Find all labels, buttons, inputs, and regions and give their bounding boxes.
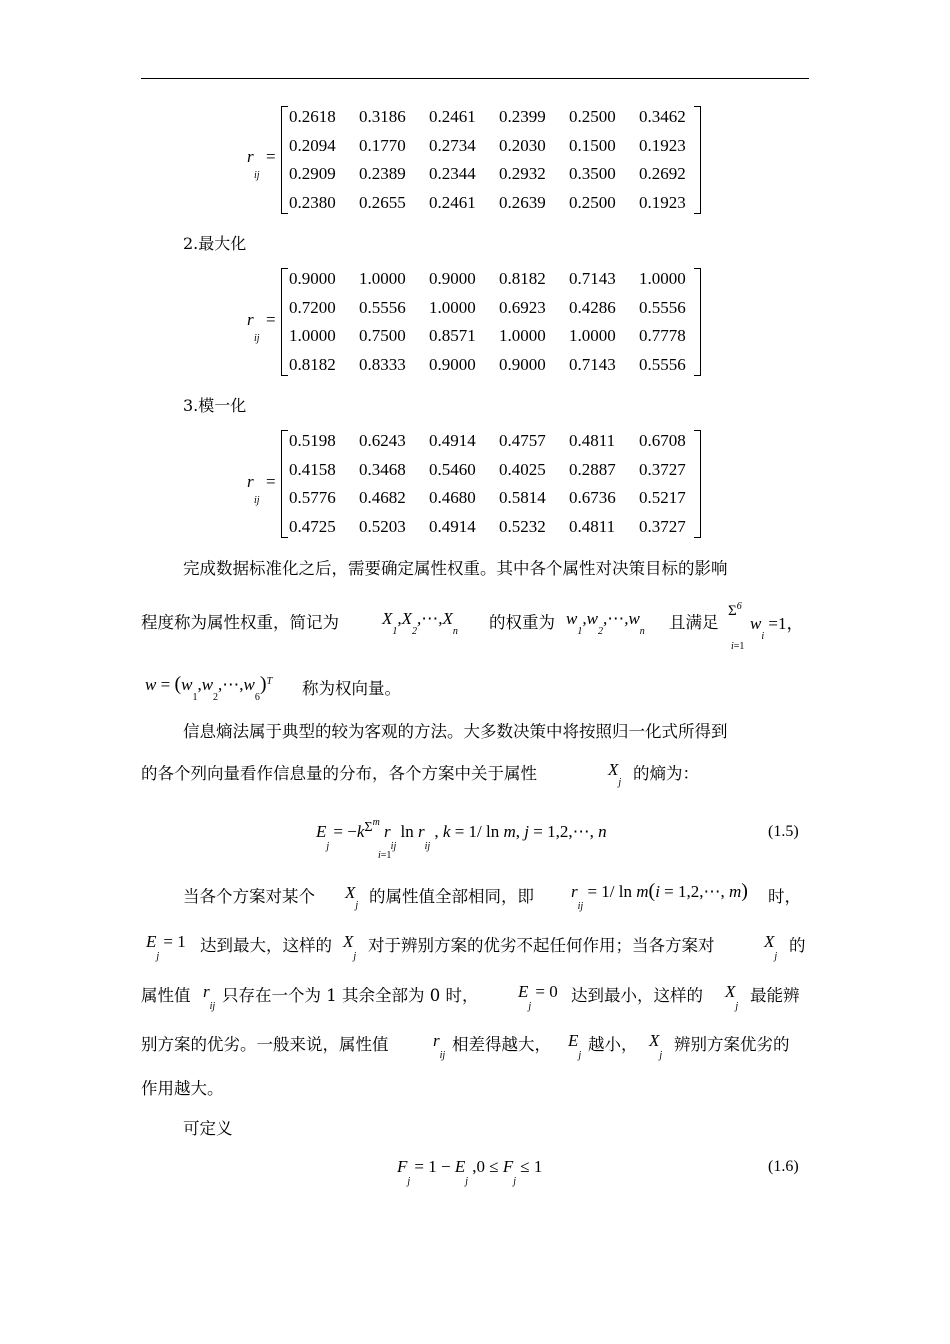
paragraph-line: 可定义 [183,1119,233,1138]
matrix-cell: 0.4286 [569,297,616,317]
matrix-cell: 0.2030 [499,135,546,155]
matrix-cell: 0.5776 [289,488,336,508]
math-w-vector: $w = (w_1,w_2,\cdots,w_6)^T$ [145,673,273,703]
math-sum-lower: i=1 [731,641,745,652]
matrix-cell: 0.4811 [569,431,616,450]
paragraph-line: 相差得越大， [452,1035,551,1054]
matrix-cell: 0.8571 [429,326,476,346]
matrix-cell: 0.5232 [499,517,546,537]
matrix-cell: 0.3727 [639,517,686,537]
matrix-cell: 0.3500 [569,164,616,184]
matrix-subscript: ij [254,333,260,344]
paragraph-line: 称为权向量。 [302,679,401,698]
math-rij-condition: $r_{ij} = 1/$ ln m(i = 1,2,⋯, m) [571,880,748,912]
paragraph-line: 的 [789,936,806,955]
matrix-cell: 0.3468 [359,459,406,479]
matrix-cell: 1.0000 [429,297,476,317]
left-bracket [281,430,288,538]
equation-1-5: $E_j = -k^{\Sigma m}$ $r_{ij}$ $\ln r_{ij}$ , k = 1/ ln m, j = 1,2,⋯, n [316,817,607,852]
matrix-cell: 0.2887 [569,459,616,479]
matrix-cell: 0.6736 [569,488,616,508]
matrix-cell: 0.8182 [289,355,336,375]
matrix-cell: 0.9000 [429,355,476,375]
matrix-subscript: ij [254,495,260,506]
matrix-cell: 0.2461 [429,193,476,213]
matrix-cell: 0.2734 [429,135,476,155]
math-Ej-eq-1: $E_j = 1$ [146,932,186,962]
matrix-cell: 0.2344 [429,164,476,184]
matrix-cell: 0.7200 [289,297,336,317]
matrix-cell: 0.8333 [359,355,406,375]
paragraph-line: 的权重为 [489,613,555,632]
matrix-cell: 0.2618 [289,107,336,126]
left-bracket [281,268,288,376]
matrix-cell: 0.3462 [639,107,686,126]
heading-normalize: 3.模一化 [183,396,247,415]
paragraph-line: 达到最小，这样的 [571,986,703,1005]
matrix-cell: 0.2389 [359,164,406,184]
math-sum: $\Sigma^6$ [728,601,742,619]
math-rij: $r_{ij}$ [203,982,216,1012]
math-Xj: $X_j$ [608,760,622,788]
matrix-cell: 0.9000 [499,355,546,375]
matrix-cell: 0.4914 [429,431,476,450]
matrix-cell: 1.0000 [359,269,406,288]
matrix-cell: 0.6923 [499,297,546,317]
matrix-cell: 0.2094 [289,135,336,155]
paragraph-line: 时， [768,887,801,906]
matrix-cell: 0.3727 [639,459,686,479]
equation-number: (1.5) [768,823,799,840]
matrix-grid [289,427,709,542]
matrix-grid [289,103,709,218]
matrix-cell: 0.1500 [569,135,616,155]
math-sum-w: $w_i =1$， [750,614,804,642]
equation-sum-lower: i=1 [378,850,392,861]
paragraph-line: 别方案的优劣。一般来说，属性值 [141,1035,389,1054]
matrix-cell: 0.6708 [639,431,686,450]
matrix-subscript: ij [254,170,260,181]
matrix-cell: 1.0000 [289,326,336,346]
matrix-cell: 0.5198 [289,431,336,450]
matrix-cell: 0.1923 [639,193,686,213]
matrix-cell: 0.2500 [569,193,616,213]
equation-number: (1.6) [768,1158,799,1175]
paragraph-line: 程度称为属性权重，简记为 [141,613,339,632]
matrix-cell: 0.2655 [359,193,406,213]
matrix-cell: 0.5217 [639,488,686,508]
math-Ej: $E_j$ [568,1031,582,1061]
matrix-cell: 0.2692 [639,164,686,184]
matrix-label: r [247,310,254,329]
matrix-cell: 0.1923 [639,135,686,155]
paragraph-line: 的各个列向量看作信息量的分布，各个方案中关于属性 [141,764,537,783]
matrix-cell: 0.8182 [499,269,546,288]
math-Ej-eq-0: $E_j = 0$ [518,982,558,1012]
matrix-grid [289,265,709,380]
matrix-cell: 0.5556 [639,355,686,375]
matrix-cell: 0.4025 [499,459,546,479]
paragraph-line: 对于辨别方案的优劣不起任何作用；当各方案对 [368,936,715,955]
heading-maximize: 2.最大化 [183,234,247,253]
matrix-cell: 1.0000 [639,269,686,288]
matrix-cell: 0.5556 [639,297,686,317]
equation-1-6: $F_j = 1 - E_j$ $,0 \le F_j \le 1$ [397,1157,543,1187]
matrix-cell: 0.9000 [429,269,476,288]
paragraph-line: 辨别方案优劣的 [674,1035,790,1054]
matrix-cell: 0.6243 [359,431,406,450]
matrix-cell: 0.9000 [289,269,336,288]
equals-sign: = [266,310,276,329]
matrix-cell: 0.3186 [359,107,406,126]
matrix-cell: 1.0000 [569,326,616,346]
matrix-cell: 0.5556 [359,297,406,317]
matrix-cell: 0.2909 [289,164,336,184]
matrix-cell: 0.5203 [359,517,406,537]
paragraph-line: 且满足 [669,613,719,632]
matrix-cell: 0.4811 [569,517,616,537]
equals-sign: = [266,147,276,166]
paragraph-line: 只存在一个为 1 其余全部为 0 时， [222,986,479,1005]
math-X1-Xn: $X_1,X_2,\cdots,X_n$ [382,609,458,637]
paragraph-line: 越小， [588,1035,638,1054]
paragraph-line: 完成数据标准化之后，需要确定属性权重。其中各个属性对决策目标的影响 [183,559,728,578]
paragraph-line: 信息熵法属于典型的较为客观的方法。大多数决策中将按照归一化式所得到 [183,722,728,741]
matrix-cell: 0.7143 [569,269,616,288]
matrix-cell: 0.4757 [499,431,546,450]
math-Xj: $X_j$ [343,932,357,962]
math-Xj: $X_j$ [649,1031,663,1061]
matrix-cell: 1.0000 [499,326,546,346]
math-Xj: $X_j$ [764,932,778,962]
math-rij: $r_{ij}$ [433,1031,446,1061]
paragraph-line: 当各个方案对某个 [183,887,315,906]
matrix-cell: 0.5814 [499,488,546,508]
matrix-cell: 0.2932 [499,164,546,184]
matrix-label: r [247,472,254,491]
equals-sign: = [266,472,276,491]
paragraph-line: 属性值 [141,986,191,1005]
header-rule [141,78,809,79]
paragraph-line: 达到最大，这样的 [200,936,332,955]
left-bracket [281,106,288,214]
math-Xj: $X_j$ [725,982,739,1012]
matrix-cell: 0.4725 [289,517,336,537]
matrix-cell: 0.7500 [359,326,406,346]
paragraph-line: 的属性值全部相同，即 [369,887,534,906]
matrix-cell: 0.2500 [569,107,616,126]
math-Xj: $X_j$ [345,883,359,911]
matrix-cell: 0.2639 [499,193,546,213]
matrix-cell: 0.1770 [359,135,406,155]
matrix-cell: 0.2399 [499,107,546,126]
matrix-cell: 0.4680 [429,488,476,508]
matrix-cell: 0.2461 [429,107,476,126]
math-w1-wn: $w_1,w_2,\cdots,w_n$ [566,609,645,637]
paragraph-line: 最能辨 [750,986,800,1005]
matrix-cell: 0.2380 [289,193,336,213]
matrix-label: r [247,147,254,166]
matrix-cell: 0.4682 [359,488,406,508]
paragraph-line: 作用越大。 [141,1079,224,1098]
matrix-cell: 0.4158 [289,459,336,479]
matrix-cell: 0.4914 [429,517,476,537]
matrix-cell: 0.7143 [569,355,616,375]
matrix-cell: 0.5460 [429,459,476,479]
matrix-cell: 0.7778 [639,326,686,346]
paragraph-line: 的熵为： [633,764,699,783]
